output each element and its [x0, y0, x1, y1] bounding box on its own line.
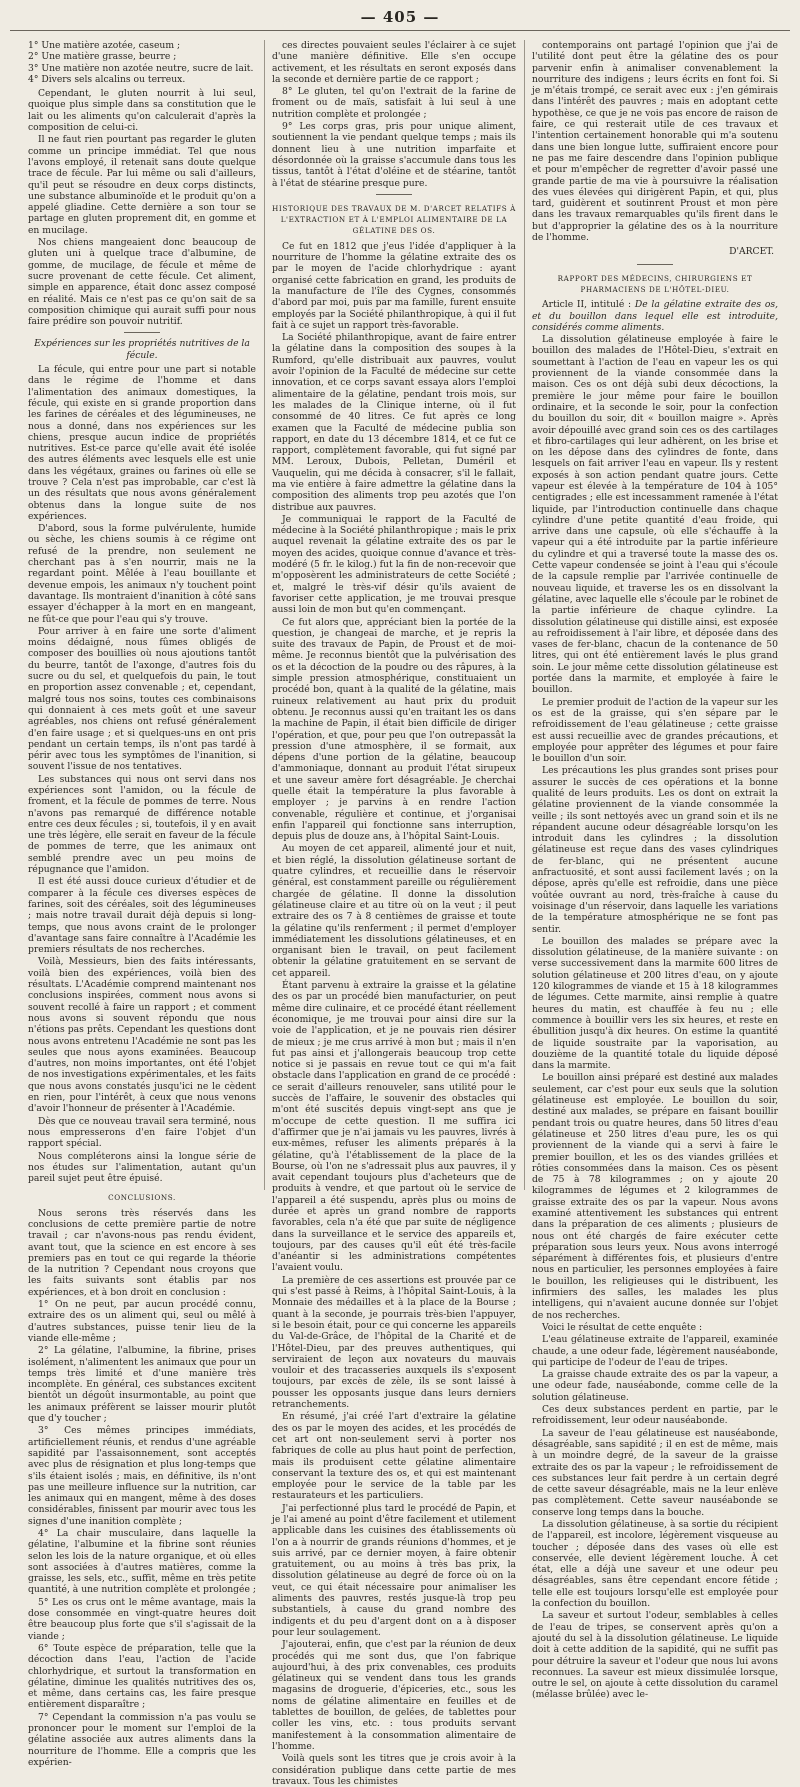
article-heading [532, 299, 778, 333]
section-title-conclusions: CONCLUSIONS. [108, 1193, 176, 1203]
page-header [0, 4, 800, 30]
paragraph: 7° Cependant la commission n'a pas voulu se prononcer pour le moment sur l'emploi de la gélatine associée aux autres aliments dans la nourriture de l'homme. Elle a compris que les expérien- [28, 1711, 256, 1768]
list-item: 4° Divers sels alcalins ou terreux. [28, 73, 186, 85]
paragraph: La graisse chaude extraite des os par la vapeur, a une odeur fade, nauséabonde, comme celle de la solution gélatineuse. [532, 1369, 778, 1403]
signature: D'ARCET. [729, 246, 774, 258]
paragraph: J'ajouterai, enfin, que c'est par la réunion de deux procédés qui me sont dus, que l'on fabrique aujourd'hui, à des prix convenables, ces produits gélatineux qui se vendent dans tous les grands magasins de droguerie, d'épiceries, etc., sous les noms de gélatine alimentaire en feuilles et de tablettes de bouillon, de gelées, de tablettes pour coller les vins, etc. : tous produits servant manifestement à la consommation alimentaire de l'homme. [272, 1639, 516, 1752]
paragraph: D'abord, sous la forme pulvérulente, humide ou sèche, les chiens soumis à ce régime ont refusé de la prendre, non seulement ne cherchant pas à s'en nourrir, mais ne la regardant point. Mêlée à l'eau bouillante et devenue empois, les animaux n'y touchent point davantage. Ils montraient d'inanition à côté sans essayer d'échapper à la mort en en mangeant, ne fût-ce que pour l'eau qui s'y trouve. [28, 523, 256, 625]
column-1 [28, 40, 256, 1768]
paragraph: Le bouillon des malades se prépare avec la dissolution gélatineuse, de la manière suivante : on verse successivement dans la marmite 600 litres de solution gélatineuse et 200 litres d'eau, on y ajoute 120 kilogrammes de viande et 15 à 18 kilogrammes de légumes. Cette marmite, ainsi remplie à quatre heures du matin, est chauffée à feu nu ; elle commence à bouillir vers les six heures, et reste en ébullition jusqu'à dix heures. On estime la quantité de liquide soustraite par la vaporisation, au douzième de la quantité totale du liquide déposé dans la marmite. [532, 935, 778, 1072]
article-title: De la gélatine extraite des os, et du bouillon dans lequel elle est introduite, considérés comme aliments. [532, 299, 778, 333]
paragraph: La dissolution gélatineuse, à sa sortie du récipient de l'appareil, est incolore, légèrement visqueuse au toucher ; déposée dans des vases où elle est conservée, elle devient légèrement louche. À cet état, elle a déjà une saveur et une odeur peu désagréables, sans être cependant encore fétide ; telle elle est toujours lorsqu'elle est employée pour la confection du bouillon. [532, 1519, 778, 1610]
paragraph: J'ai perfectionné plus tard le procédé de Papin, et je l'ai amené au point d'être facilement et utilement applicable dans les cuisines des établissements où l'on a à nourrir de grands réunions d'hommes, et je suis arrivé, par ce dernier moyen, à faire obtenir gratuitement, ou au moins à très bas prix, la dissolution gélatineuse au degré de force où on la veut, ce qui était nécessaire pour animaliser les aliments des pauvres, restés jusque-là trop peu substantiels, à cause du grand nombre des indigents et du peu d'argent dont on a à disposer pour leur soulagement. [272, 1502, 516, 1638]
paragraph: Le premier produit de l'action de la vapeur sur les os est de la graisse, qui s'en sépare par le refroidissement de l'eau gélatineuse ; cette graisse est aussi recueillie avec de grandes précautions, et employée pour apprêter des légumes et pour faire le bouillon d'un soir. [532, 696, 778, 765]
paragraph: Ce fut alors que, appréciant bien la portée de la question, je changeai de marche, et je repris la suite des travaux de Papin, de Proust et de moi-même. Je reconnus bientôt que la pulvérisation des os et la décoction de la poudre ou des râpures, à la simple pression atmosphérique, constituaient un procédé bon, quant à la qualité de la gélatine, mais ruineux relativement au haut prix du produit obtenu. Je reconnus aussi qu'en traitant les os dans la machine de Papin, il était bien difficile de diriger l'opération, et que, pour peu que l'on outrepassât la pression d'une atmosphère, il se formait, aux dépens d'une portion de la gélatine, beaucoup d'ammoniaque, donnant au produit l'état sirupeux et une saveur amère fort désagréable. Je cherchai quelle était la température la plus favorable à employer ; je parvins à en rendre l'action convenable, régulière et continue, et j'organisai enfin l'appareil qui fonctionne sans interruption, depuis plus de douze ans, à l'hôpital Saint-Louis. [272, 616, 516, 843]
paragraph: La fécule, qui entre pour une part si notable dans le régime de l'homme et dans l'alimentation des animaux domestiques, la fécule, qui existe en si grande proportion dans les farines de céréales et des légumineuses, ne nous a donné, dans nos expériences sur les chiens, presque aucun indice de propriétés nutritives. Est-ce parce qu'elle avait été isolée des autres éléments avec lesquels elle est unie dans les végétaux, graines ou farines où elle se trouve ? Cela n'est pas improbable, car c'est là un des résultats que nous avons généralement obtenus dans la longue suite de nos expériences. [28, 364, 256, 522]
paragraph: Nous compléterons ainsi la longue série de nos études sur l'alimentation, autant qu'un pareil sujet peut être épuisé. [28, 1150, 256, 1185]
paragraph: Voici le résultat de cette enquête : [542, 1321, 703, 1333]
section-rule [637, 264, 673, 265]
paragraph: 9° Les corps gras, pris pour unique aliment, soutiennent la vie pendant quelque temps ; mais ils donnent lieu à une nutrition imparfaite et désordonnée où la graisse s'accumule dans tous les tissus, tantôt à l'état d'oléine et de stéarine, tantôt à l'état de stéarine presque pure. [272, 121, 516, 189]
section-title-fecule: Expériences sur les propriétés nutritives de la fécule. [34, 338, 250, 361]
column-3 [532, 40, 778, 1701]
list-item: 1° Une matière azotée, caseum ; [28, 40, 181, 51]
paragraph: contemporains ont partagé l'opinion que j'ai de l'utilité dont peut être la gélatine des os pour parvenir enfin à animaliser convenablement la nourriture des indigens ; leurs écrits en font foi. Si je m'étais trompé, ce serait avec eux : j'en gémirais dans l'intérêt des pauvres ; mais en adoptant cette hypothèse, ce que je ne vois pas encore de raison de faire, ce qui resterait utile de ces travaux et l'intention certainement honorable qui m'a soutenu dans une bien longue lutte, suffiraient encore pour ne pas me faire descendre dans l'opinion publique et pour m'empêcher de regretter d'avoir passé une grande partie de ma vie à poursuivre la réalisation des vues élevées qui dirigèrent Papin, et qui, plus tard, guidèrent et soutinrent Proust et mon père dans les travaux remarquables qu'ils firent dans le but d'approprier la gélatine des os à la nourriture de l'homme. [532, 40, 778, 244]
paragraph: La Société philanthropique, avant de faire entrer la gélatine dans la composition des soupes à la Rumford, qu'elle distribuait aux pauvres, voulut avoir l'opinion de la Faculté de médecine sur cette innovation, et ce corps savant essaya alors l'emploi alimentaire de la gélatine, pendant trois mois, sur les malades de la Clinique interne, où il fut consommé de 40 litres. Ce fut après ce long examen que la Faculté de médecine publia son rapport, en date du 13 décembre 1814, et ce fut ce rapport, complètement favorable, qui fut signé par MM. Leroux, Dubois, Pelletan, Duméril et Vauquelin, qui me décida à consacrer, s'il le fallait, ma vie entière à faire admettre la gélatine dans la composition des aliments trop peu azotés que l'on distribue aux pauvres. [272, 332, 516, 513]
composition-list [28, 40, 256, 85]
paragraph: 3° Ces mêmes principes immédiats, artificiellement réunis, et rendus d'une agréable sapidité par l'assaisonnement, sont acceptés avec plus de résignation et plus long-temps que s'ils étaient isolés ; mais, en définitive, ils n'ont pas une meilleure influence sur la nutrition, car les animaux qui en mangent, même à des doses considérables, finissent par mourir avec tous les signes d'une inanition complète ; [28, 1425, 256, 1527]
paragraph: Il est été aussi douce curieux d'étudier et de comparer à la fécule ces diverses espèces de farines, soit des céréales, soit des légumineuses ; mais notre travail durait déjà depuis si long-temps, que nous avons craint de le prolonger d'avantage sans faire connaître à l'Académie les premiers résultats de nos recherches. [28, 876, 256, 956]
paragraph: En résumé, j'ai créé l'art d'extraire la gélatine des os par le moyen des acides, et les procédés de cet art ont non-seulement servi à porter nos fabriques de colle au plus haut point de perfection, mais ils produisent cette gélatine alimentaire conservant la texture des os, et qui est maintenant employée pour le service de la table par les restaurateurs et les particuliers. [272, 1411, 516, 1502]
paragraph: Ces deux substances perdent en partie, par le refroidissement, leur odeur nauséabonde. [532, 1404, 778, 1427]
paragraph: ces directes pouvaient seules l'éclairer à ce sujet d'une manière définitive. Elle s'en occupe activement, et les résultats en seront exposés dans la seconde et dernière partie de ce rapport ; [272, 40, 516, 85]
paragraph: Les précautions les plus grandes sont prises pour assurer le succès de ces opérations et la bonne qualité de leurs produits. Les os dont on extrait la gélatine proviennent de la viande consommée la veille ; ils sont nettoyés avec un grand soin et ils ne répandent aucune odeur désagréable lorsqu'on les introduit dans les cylindres ; la dissolution gélatineuse est reçue dans des vases cylindriques de fer-blanc, qui ne présentent aucune anfractuosité, et sont aussi facilement lavés ; on la dépose, après qu'elle est refroidie, dans une pièce voûtée ouvrant au nord, très-fraîche à cause du voisinage d'un réservoir, dans laquelle les variations de la température atmosphérique ne se font pas sentir. [532, 765, 778, 935]
paragraph: 8° Le gluten, tel qu'on l'extrait de la farine de froment ou de maïs, satisfait à lui seul à une nutrition complète et prolongée ; [272, 86, 516, 120]
paragraph: Il ne faut rien pourtant pas regarder le gluten comme un principe immédiat. Tel que nous l'avons employé, il retenait sans doute quelque trace de fécule. Par lui même ou sali d'ailleurs, qu'il peut se résoudre en deux corps distincts, une substance albuminoïde et le produit qu'on a appelé gliadine. Cette dernière a son tour se partage en gluten proprement dit, en gomme et en mucilage. [28, 134, 256, 236]
list-item: 3° Une matière non azotée neutre, sucre de lait. [28, 62, 254, 74]
column-2 [272, 40, 516, 1787]
paragraph: Cependant, le gluten nourrit à lui seul, quoique plus simple dans sa constitution que le lait ou les aliments qu'on calculerait d'après la composition de celui-ci. [28, 88, 256, 134]
section-title-historique: HISTORIQUE DES TRAVAUX DE M. D'ARCET RELATIFS À L'EXTRACTION ET À L'EMPLOI ALIMENTAIRE DE LA GÉLATINE DES OS. [272, 203, 516, 236]
paragraph: La dissolution gélatineuse employée à faire le bouillon des malades de l'Hôtel-Dieu, s'extrait en soumettant à l'action de l'eau en vapeur les os qui proviennent de la viande consommée dans la maison. Ces os ont déjà subi deux décoctions, la première le jour même pour faire le bouillon ordinaire, et la seconde le soir, pour la confection du bouillon du soir, dit « bouillon maigre ». Après avoir dépouillé avec grand soin ces os des cartilages et fibro-cartilages qui leur adhèrent, on les brise et on les dépose dans des cylindres de fonte, dans lesquels on fait arriver l'eau en vapeur. Ils y restent exposés à son action pendant quatre jours. Cette vapeur est élevée à la température de 104 à 105° centigrades ; elle est incessamment ramenée à l'état liquide, par l'introduction continuelle dans chaque cylindre d'une petite quantité d'eau froide, qui arrive dans une capsule, où elle s'échauffe à la vapeur qui a été introduite par la partie inférieure du cylindre et qui a traversé toute la masse des os. Cette vapeur condensée se joint à l'eau qui s'écoule de la capsule remplie par l'arrivée continuelle de nouveau liquide, et traverse les os en dissolvant la gélatine, avec laquelle elle s'écoule par le robinet de la partie inférieure de chaque cylindre. La dissolution gélatineuse qui distille ainsi, est exposée au refroidissement à l'air libre, et déposée dans des vases de fer-blanc, chacun de la contenance de 50 litres, qui ont été entièrement lavés le plus grand soin. Le jour même cette dissolution gélatineuse est portée dans la marmite, et employée à faire le bouillon. [532, 334, 778, 696]
paragraph: Les substances qui nous ont servi dans nos expériences sont l'amidon, ou la fécule de froment, et la fécule de pommes de terre. Nous n'avons pas remarqué de différence notable entre ces deux fécules ; si, toutefois, il y en avait une très légère, elle serait en faveur de la fécule de pommes de terre, que les animaux ont semblé prendre avec un peu moins de répugnance que l'amidon. [28, 773, 256, 876]
paragraph: Nos chiens mangeaient donc beaucoup de gluten uni à quelque trace d'albumine, de gomme, de mucilage, de fécule et même de sucre provenant de cette fécule. Cet aliment, simple en apparence, était donc assez composé en réalité. Mais ce n'est pas ce qu'on sait de sa composition chimique qui aurait suffi pour nous faire prédire son pouvoir nutritif. [28, 237, 256, 328]
section-rule [376, 194, 412, 195]
page-number: — 405 — [360, 8, 440, 26]
article-lead: Article II, intitulé : [542, 299, 635, 311]
paragraph: 2° La gélatine, l'albumine, la fibrine, prises isolément, n'alimentent les animaux que pour un temps très limité et d'une manière très incomplète. En général, ces substances excitent bientôt un dégoût insurmontable, au point que les animaux préfèrent se laisser mourir plutôt que d'y toucher ; [28, 1345, 256, 1425]
paragraph: La saveur de l'eau gélatineuse est nauséabonde, désagréable, sans sapidité ; il en est de même, mais à un moindre degré, de la saveur de la graisse extraite des os par la vapeur ; le refroidissement de ces substances leur fait perdre à un certain degré de cette saveur désagréable, mais ne la leur enlève pas complètement. Cette saveur nauséabonde se conserve long temps dans la bouche. [532, 1427, 778, 1518]
section-title-rapport: RAPPORT DES MÉDECINS, CHIRURGIENS ET PHARMACIENS DE L'HÔTEL-DIEU. [557, 273, 753, 294]
section-rule [124, 332, 160, 333]
paragraph: 5° Les os crus ont le même avantage, mais la dose consommée en vingt-quatre heures doit être beaucoup plus forte que s'il s'agissait de la viande ; [28, 1596, 256, 1642]
paragraph: Voilà quels sont les titres que je crois avoir à la considération publique dans cette partie de mes travaux. Tous les chimistes [272, 1753, 516, 1787]
paragraph: La première de ces assertions est prouvée par ce qui s'est passé à Reims, à l'hôpital Saint-Louis, à la Monnaie des médailles et à la place de la Bourse ; quant à la seconde, je pourrais très-bien l'appuyer, si le besoin était, pour ce qui concerne les appareils du Val-de-Grâce, de l'hôpital de la Charité et de l'Hôtel-Dieu, par des preuves authentiques, qui serviraient de leçon aux novateurs du mauvais vouloir et des tracasseries auxquels ils s'exposent toujours, par excès de zèle, ils se sont laissé à pousser les opposants jusque dans leurs derniers retranchements. [272, 1274, 516, 1411]
column-divider [264, 40, 265, 1190]
list-item: 2° Une matière grasse, beurre ; [28, 51, 177, 63]
paragraph: Dès que ce nouveau travail sera terminé, nous nous empresserons d'en faire l'objet d'un rapport spécial. [28, 1115, 256, 1150]
paragraph: 6° Toute espèce de préparation, telle que la décoction dans l'eau, l'action de l'acide chlorhydrique, et surtout la transformation en gélatine, diminue les qualités nutritives des os, et même, dans certains cas, les faire presque entièrement disparaître ; [28, 1642, 256, 1711]
paragraph: Nous serons très réservés dans les conclusions de cette première partie de notre travail ; car n'avons-nous pas rendu évident, avant tout, que la science en est encore à ses premiers pas en tout ce qui regarde la théorie de la nutrition ? Cependant nous croyons que les faits suivants sont établis par nos expériences, et à bon droit en conclusion : [28, 1207, 256, 1298]
column-divider [524, 40, 525, 1190]
paragraph: Étant parvenu à extraire la graisse et la gélatine des os par un procédé bien manufacturier, on peut même dire culinaire, et ce procédé étant réellement économique, je me trouvai pour ainsi dire sur la voie de l'application, et je ne pouvais rien désirer de mieux ; je me crus arrivé à mon but ; mais il n'en fut pas ainsi et j'allongerais beaucoup trop cette notice si je passais en revue tout ce qui m'a fait obstacle dans l'application en grand de ce procédé : ce serait d'ailleurs renouveler, sans utilité pour le succès de l'affaire, le souvenir des obstacles qui m'ont été suscités depuis vingt-sept ans que je m'occupe de cette question. Il me suffira ici d'affirmer que je n'ai jamais vu les pauvres, livrés à eux-mêmes, refuser les aliments préparés à la gélatine, qu'à l'établissement de la place de la Bourse, où l'on ne s'adressait plus aux pauvres, il y avait cependant toujours plus d'acheteurs que de produits à vendre, et que partout où le service de l'appareil a été suspendu, après plus ou moins de durée et après un grand nombre de rapports favorables, cela n'a été que par suite de négligence dans la surveillance et le service des appareils et, toujours, par des causes qu'il eût été très-facile d'anéantir si les administrations compétentes l'avaient voulu. [272, 980, 516, 1274]
paragraph: Je communiquai le rapport de la Faculté de médecine à la Société philanthropique ; mais le prix auquel revenait la gélatine extraite des os par le moyen des acides, quoique connue d'avance et très-modéré (5 fr. le kilog.) fut la fin de non-recevoir que m'opposèrent les administrateurs de cette Société ; et, malgré le très-vif désir qu'ils avaient de favoriser cette application, je me trouvai presque aussi loin de mon but qu'en commençant. [272, 513, 516, 616]
paragraph: La saveur et surtout l'odeur, semblables à celles de l'eau de tripes, se conservent après qu'on a ajouté du sel à la dissolution gélatineuse. Le liquide doit à cette addition de la sapidité, qui ne suffit pas pour détruire la saveur et l'odeur que nous lui avons reconnues. La saveur est mieux dissimulée lorsque, outre le sel, on ajoute à cette dissolution du caramel (mélasse brûlée) avec le- [532, 1610, 778, 1701]
paragraph: Le bouillon ainsi préparé est destiné aux malades seulement, car c'est pour eux seuls que la solution gélatineuse est employée. Le bouillon du soir, destiné aux malades, se prépare en faisant bouillir pendant trois ou quatre heures, dans 50 litres d'eau gélatineuse et 250 litres d'eau pure, les os qui proviennent de la viande qui a servi à faire le premier bouillon, et les os des viandes grillées et rôties consommées dans la maison. Ces os pèsent de 75 à 78 kilogrammes ; on y ajoute 20 kilogrammes de légumes et 2 kilogrammes de graisse extraite des os par la vapeur. Nous avons examiné attentivement les substances qui entrent dans la préparation de ces aliments ; plusieurs de nous ont été chargés de faire exécuter cette préparation sous leurs yeux. Nous avons interrogé séparément à différentes fois, et plusieurs d'entre nous en particulier, les personnes employées à faire le bouillon, les religieuses qui le distribuent, les infirmiers des salles, les malades les plus intelligens, qui n'avaient aucune donnée sur l'objet de nos recherches. [532, 1072, 778, 1321]
paragraph: 1° On ne peut, par aucun procédé connu, extraire des os un aliment qui, seul ou mêlé à d'autres substances, puisse tenir lieu de la viande elle-même ; [28, 1299, 256, 1344]
paragraph: 4° La chair musculaire, dans laquelle la gélatine, l'albumine et la fibrine sont réunies selon les lois de la nature organique, et où elles sont associées à d'autres matières, comme la graisse, les sels, etc., suffit, même en très petite quantité, à une nutrition complète et prolongée ; [28, 1528, 256, 1596]
paragraph: Voilà, Messieurs, bien des faits intéressants, voilà bien des expériences, voilà bien des résultats. L'Académie comprend maintenant nos conclusions inspirées, comment nous avons si souvent recollé à faire un rapport ; et comment nous avons si souvent répondu que nous n'étions pas prêts. Cependant les questions dont nous avons entretenu l'Académie ne sont pas les seules que nous ayons examinées. Beaucoup d'autres, non moins importantes, ont été l'objet de nos investigations expérimentales, et les faits que nous avons constatés jusqu'ici ne le cèdent en rien, pour l'intérêt, à ceux que nous venons d'avoir l'honneur de présenter à l'Académie. [28, 956, 256, 1115]
paragraph: Pour arriver à en faire une sorte d'aliment moins dédaigné, nous fûmes obligés de composer des bouillies où nous ajoutions tantôt du beurre, tantôt de l'axonge, d'autres fois du sucre ou du sel, et quelquefois du pain, le tout en proportion assez convenable ; et, cependant, malgré tous nos soins, toutes ces combinaisons qui donnaient à ces mets goût et une saveur agréables, nos chiens ont refusé généralement d'en faire usage ; et si quelques-uns en ont pris pendant un certain temps, ils n'ont pas tardé à périr avec tous les symptômes de l'inanition, si souvent l'issue de nos tentatives. [28, 625, 256, 773]
paragraph: Ce fut en 1812 que j'eus l'idée d'appliquer à la nourriture de l'homme la gélatine extraite des os par le moyen de l'acide chlorhydrique : ayant organisé cette fabrication en grand, les produits de la manufacture de l'île des Cygnes, consommés d'abord par moi, puis par ma famille, furent ensuite employés par la Société philanthropique, à qui il fut fait à ce sujet un rapport très-favorable. [272, 240, 516, 331]
header-rule [10, 30, 790, 31]
paragraph: L'eau gélatineuse extraite de l'appareil, examinée chaude, a une odeur fade, légèrement nauséabonde, qui participe de l'odeur de l'eau de tripes. [532, 1334, 778, 1368]
paragraph: Au moyen de cet appareil, alimenté jour et nuit, et bien réglé, la dissolution gélatineuse sortant de quatre cylindres, et recueillie dans le réservoir général, est constamment pareille ou régulièrement chargée de gélatine. Il donne la dissolution gélatineuse claire et au titre où on la veut ; il peut extraire des os 7 à 8 centièmes de graisse et toute la gélatine qu'ils renferment ; il permet d'employer immédiatement les dissolutions gélatineuses, et en organisant bien le travail, on peut facilement obtenir la gélatine gratuitement en se servant de cet appareil. [272, 843, 516, 979]
